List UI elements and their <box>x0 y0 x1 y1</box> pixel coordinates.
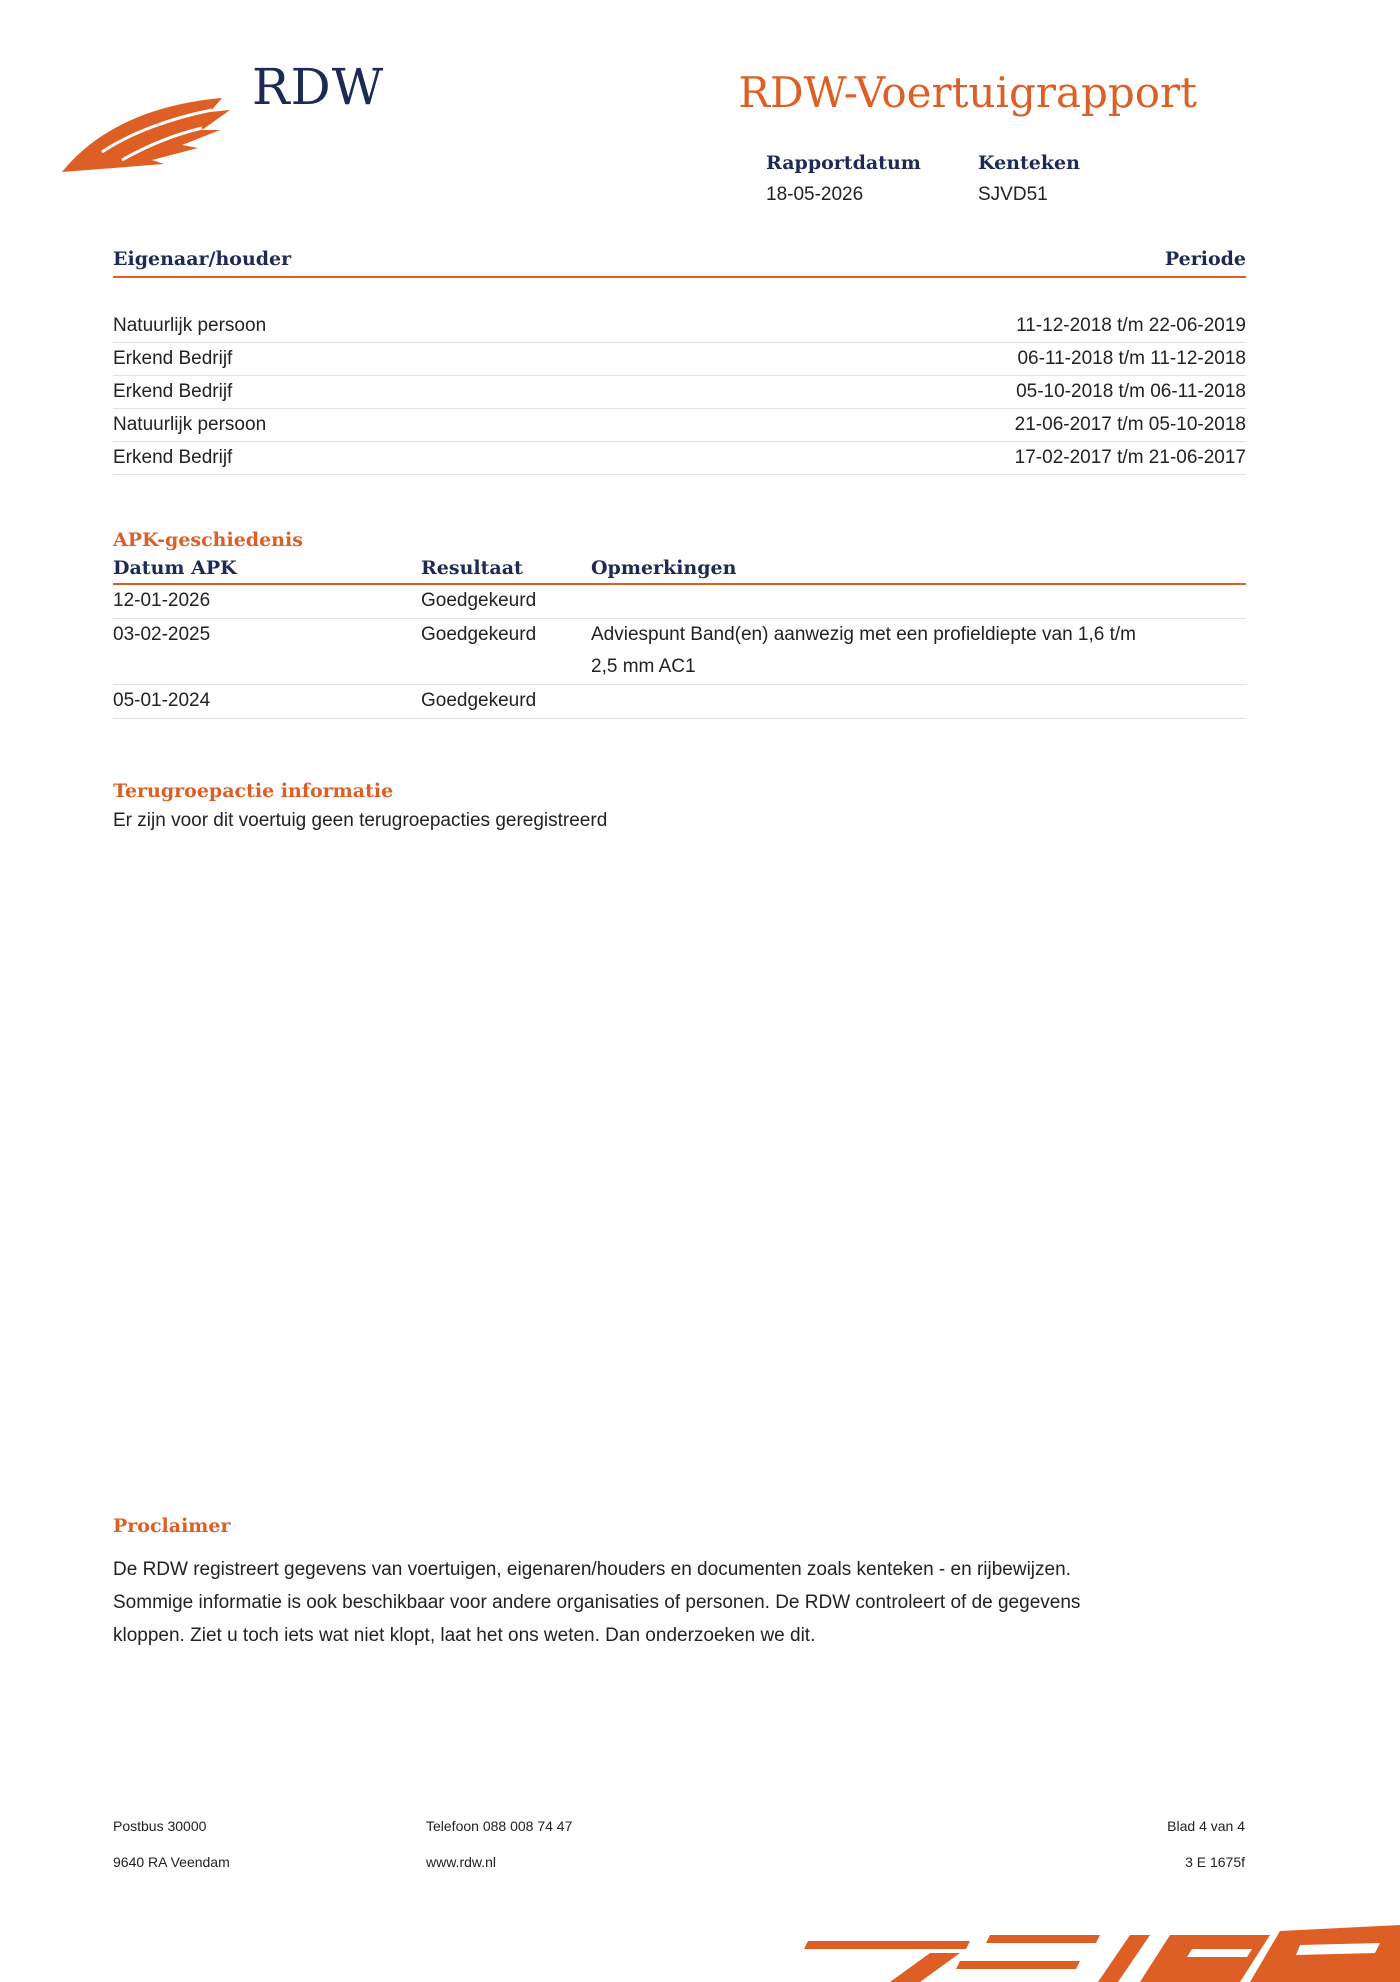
license-plate-value: SJVD51 <box>978 184 1048 205</box>
period-column-header: Periode <box>1164 248 1246 270</box>
proclaimer-title: Proclaimer <box>113 1515 231 1537</box>
apk-date-cell: 03-02-2025 <box>113 624 211 645</box>
owner-table-header <box>113 248 1246 278</box>
owner-history-table <box>113 248 1246 475</box>
apk-result-cell: Goedgekeurd <box>421 690 537 711</box>
table-row <box>113 685 1246 719</box>
license-plate-label: Kenteken <box>978 152 1080 174</box>
apk-history-table <box>113 529 1246 719</box>
apk-remarks-line: Adviespunt Band(en) aanwezig met een profieldiepte van 1,6 t/m <box>591 624 1136 645</box>
proclaimer-line: De RDW registreert gegevens van voertuigen, eigenaren/houders en documenten zoals kenteken - en rijbewijzen. <box>113 1559 1071 1580</box>
owner-column-header: Eigenaar/houder <box>113 248 292 270</box>
apk-remarks-line: 2,5 mm AC1 <box>591 656 696 677</box>
footer-document-code: 3 E 1675f <box>1185 1854 1245 1870</box>
period-cell: 17-02-2017 t/m 21-06-2017 <box>1014 447 1246 468</box>
apk-result-column-header: Resultaat <box>421 557 523 579</box>
period-cell: 06-11-2018 t/m 11-12-2018 <box>1017 348 1246 369</box>
period-cell: 05-10-2018 t/m 06-11-2018 <box>1016 381 1246 402</box>
report-date-label: Rapportdatum <box>766 152 921 174</box>
apk-remarks-cell <box>591 685 1246 717</box>
owner-cell: Erkend Bedrijf <box>113 447 233 468</box>
table-row <box>113 376 1246 409</box>
period-cell: 11-12-2018 t/m 22-06-2019 <box>1016 315 1246 336</box>
footer-stripes-decoration <box>800 1925 1400 1982</box>
license-plate-block <box>978 152 1080 206</box>
report-title: RDW-Voertuigrapport <box>738 68 1197 117</box>
owner-cell: Erkend Bedrijf <box>113 348 233 369</box>
table-row <box>113 585 1246 619</box>
apk-remarks-column-header: Opmerkingen <box>591 557 737 579</box>
apk-remarks-cell <box>591 585 1246 617</box>
apk-date-column-header: Datum APK <box>113 557 237 579</box>
table-row <box>113 409 1246 442</box>
footer-page-number: Blad 4 van 4 <box>1167 1818 1245 1834</box>
owner-cell: Natuurlijk persoon <box>113 315 267 336</box>
recall-section <box>113 780 1246 832</box>
table-row <box>113 343 1246 376</box>
footer-website: www.rdw.nl <box>426 1854 497 1870</box>
proclaimer-line: kloppen. Ziet u toch iets wat niet klopt, laat het ons weten. Dan onderzoeken we dit. <box>113 1625 816 1646</box>
apk-date-cell: 05-01-2024 <box>113 690 211 711</box>
report-date-value: 18-05-2026 <box>766 184 864 205</box>
apk-date-cell: 12-01-2026 <box>113 590 211 611</box>
apk-remarks-cell <box>591 619 1246 683</box>
apk-result-cell: Goedgekeurd <box>421 590 537 611</box>
apk-table-header <box>113 557 1246 585</box>
apk-result-cell: Goedgekeurd <box>421 624 537 645</box>
proclaimer-line: Sommige informatie is ook beschikbaar voor andere organisaties of personen. De RDW controleert of de gegevens <box>113 1592 1081 1613</box>
table-row <box>113 619 1246 685</box>
recall-text: Er zijn voor dit voertuig geen terugroepacties geregistreerd <box>113 810 608 831</box>
footer-postbus: Postbus 30000 <box>113 1818 207 1834</box>
apk-section-title: APK-geschiedenis <box>113 529 303 551</box>
rdw-logo-icon <box>62 90 232 182</box>
recall-section-title: Terugroepactie informatie <box>113 780 394 802</box>
period-cell: 21-06-2017 t/m 05-10-2018 <box>1014 414 1246 435</box>
proclaimer-section <box>113 1515 1246 1652</box>
logo-text: RDW <box>252 58 385 116</box>
table-row <box>113 310 1246 343</box>
report-date-block <box>766 152 921 206</box>
owner-cell: Erkend Bedrijf <box>113 381 233 402</box>
table-row <box>113 442 1246 475</box>
proclaimer-text <box>113 1553 1213 1652</box>
owner-cell: Natuurlijk persoon <box>113 414 267 435</box>
footer-city: 9640 RA Veendam <box>113 1854 230 1870</box>
footer-phone: Telefoon 088 008 74 47 <box>426 1818 573 1834</box>
